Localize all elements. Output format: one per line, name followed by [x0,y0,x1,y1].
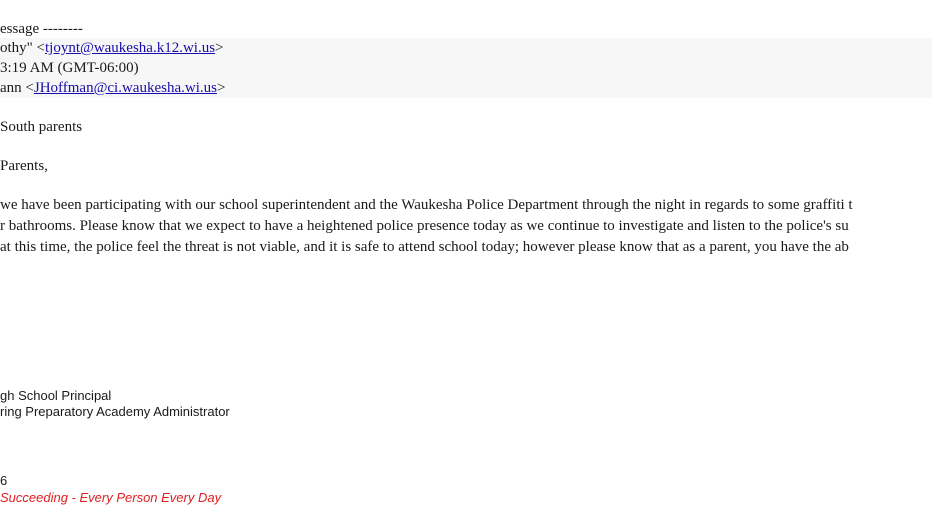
signature-title: ring Preparatory Academy Administrator [0,404,230,419]
from-suffix: > [215,40,224,56]
from-line [0,39,224,57]
from-email-link[interactable]: tjoynt@waukesha.k12.wi.us [45,40,216,56]
signature-title: gh School Principal [0,388,112,403]
subject-line: South parents [0,119,83,135]
body-line: at this time, the police feel the threat is not viable, and it is safe to attend school today; however please know that as a parent, you have the ab [0,239,849,255]
sent-line: 3:19 AM (GMT-06:00) [0,60,139,76]
school-motto: Succeeding - Every Person Every Day [0,490,222,505]
to-name: ann < [0,80,34,96]
to-suffix: > [216,80,226,96]
to-email-link[interactable]: JHoffman@ci.waukesha.wi.us [33,80,217,96]
forwarded-message-separator: essage -------- [0,21,83,37]
to-line [0,79,225,97]
from-name: othy" < [0,40,45,56]
signature-phone: 6 [0,473,8,488]
body-line: we have been participating with our school superintendent and the Waukesha Police Department through the night in regards to some graffiti t [0,197,853,213]
greeting: Parents, [0,158,48,174]
body-line: r bathrooms. Please know that we expect to have a heightened police presence today as we continue to investigate and listen to the police's su [0,218,849,234]
